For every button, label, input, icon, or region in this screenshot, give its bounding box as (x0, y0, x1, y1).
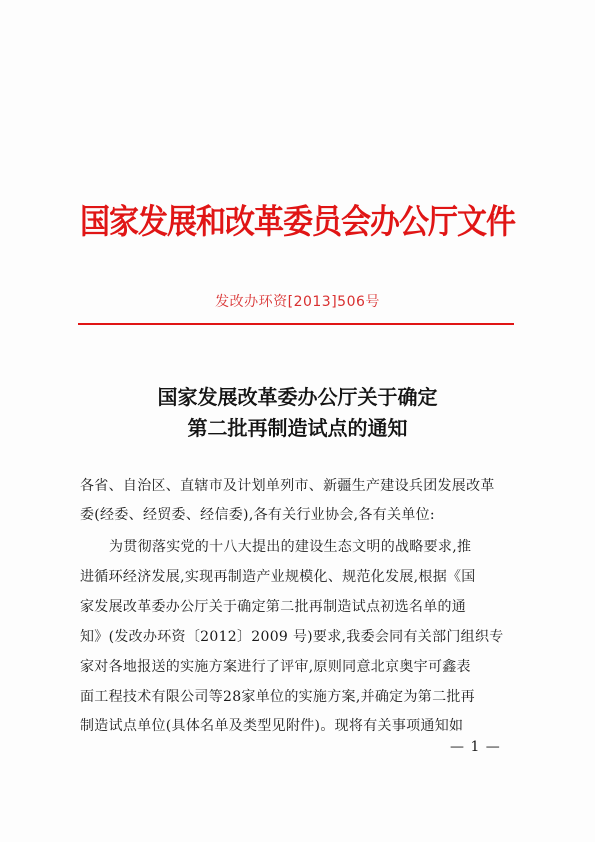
body-line-6: 知》(发改办环资〔2012〕2009 号)要求,我委会同有关部门组织专 (80, 629, 504, 645)
body-line-7: 家对各地报送的实施方案进行了评审,原则同意北京奥宇可鑫表 (80, 659, 471, 675)
body-line-8: 面工程技术有限公司等28家单位的实施方案,并确定为第二批再 (80, 689, 475, 705)
body-line-9: 制造试点单位(具体名单及类型见附件)。现将有关事项通知如 (80, 718, 464, 734)
masthead-title: 国家发展和改革委员会办公厅文件 (80, 202, 515, 242)
body-line-2: 委(经委、经贸委、经信委),各有关行业协会,各有关单位: (80, 507, 435, 523)
body-line-4: 进循环经济发展,实现再制造产业规模化、规范化发展,根据《国 (80, 569, 476, 585)
document-number: 发改办环资[2013]506号 (215, 294, 380, 310)
body-line-3: 为贯彻落实党的十八大提出的建设生态文明的战略要求,推 (109, 539, 472, 555)
page-number: — 1 — (450, 739, 501, 755)
notice-title-line-2: 第二批再制造试点的通知 (187, 416, 408, 440)
body-line-1: 各省、自治区、直辖市及计划单列市、新疆生产建设兵团发展改革 (80, 478, 495, 494)
notice-title-line-1: 国家发展改革委办公厅关于确定 (157, 385, 438, 409)
body-line-5: 家发展改革委办公厅关于确定第二批再制造试点初选名单的通 (80, 599, 467, 615)
red-divider-line (78, 323, 514, 325)
